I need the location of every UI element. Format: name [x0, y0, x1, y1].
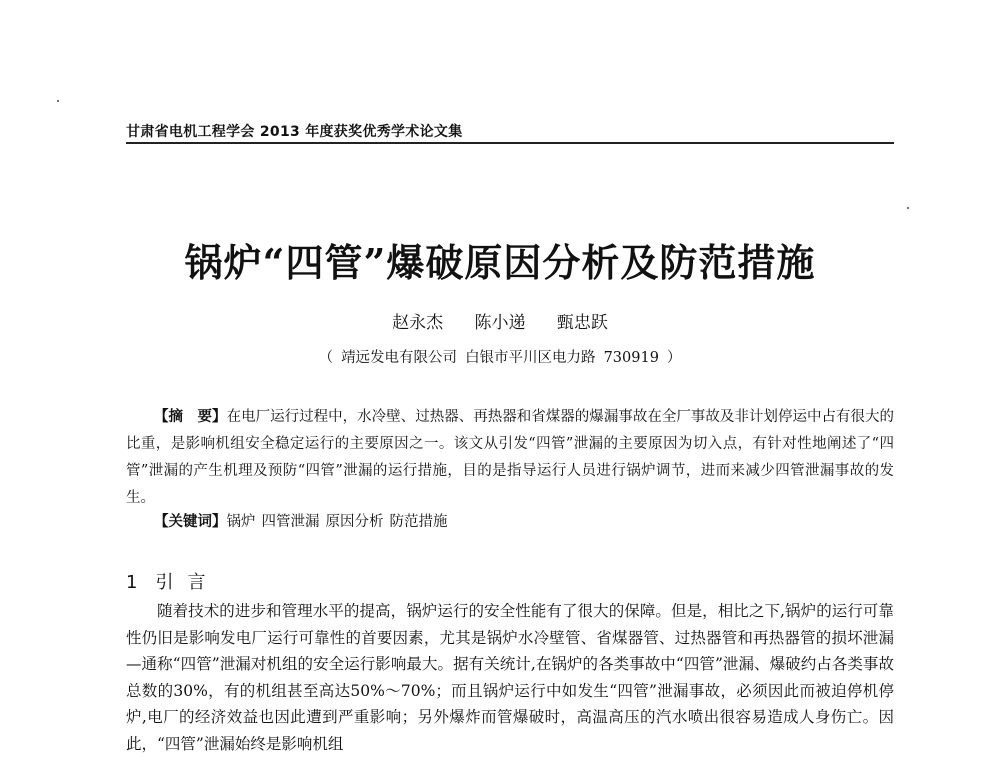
affiliation-address: 白银市平川区电力路 — [465, 350, 596, 366]
running-head: 甘肃省电机工程学会 2013 年度获奖优秀学术论文集 — [126, 124, 463, 140]
author-name: 陈小递 — [474, 313, 526, 333]
affiliation-org: 靖远发电有限公司 — [341, 350, 458, 366]
keyword: 防范措施 — [389, 514, 448, 530]
paper-title: 锅炉“四管”爆破原因分析及防范措施 — [184, 240, 816, 285]
section-title: 引言 — [155, 572, 220, 593]
body-paragraph: 随着技术的进步和管理水平的提高，锅炉运行的安全性能有了很大的保障。但是，相比之下,锅炉的运行可靠性仍旧是影响发电厂运行可靠性的首要因素，尤其是锅炉水冷壁管、省煤器管、过热器管和再热器管的损坏泄漏—通称“四管”泄漏对机组的安全运行影响最大。据有关统计,在锅炉的各类事故中“四管”泄漏、爆破约占各类事故总数的30%，有的机组甚至高达50%～70%；而且锅炉运行中如发生“四管”泄漏事故，必须因此而被迫停机停炉,电厂的经济效益也因此遭到严重影响；另外爆炸而管爆破时，高温高压的汽水喷出很容易造成人身伤亡。因此，“四管”泄漏始终是影响机组 — [126, 602, 894, 753]
keyword: 原因分析 — [325, 514, 384, 530]
keywords-label: 【关键词】 — [154, 514, 227, 530]
scan-speck — [907, 207, 909, 209]
abstract-paragraph — [126, 404, 894, 512]
author-name: 甄忠跃 — [556, 313, 608, 333]
affiliation — [0, 346, 1000, 367]
header-rule — [126, 142, 894, 144]
section-number: 1 — [126, 572, 138, 593]
affiliation-postcode: 730919 — [603, 350, 659, 366]
keyword: 锅炉 — [226, 514, 256, 530]
keyword: 四管泄漏 — [261, 514, 320, 530]
affiliation-open: （ — [318, 350, 334, 366]
author-list — [0, 308, 1000, 333]
section-heading — [126, 568, 219, 594]
abstract-label: 【摘 要】 — [154, 409, 227, 425]
keywords-line — [154, 510, 454, 531]
scan-speck — [57, 100, 59, 102]
author-name: 赵永杰 — [392, 313, 444, 333]
affiliation-close: ） — [666, 350, 682, 366]
abstract-text: 在电厂运行过程中，水冷壁、过热器、再热器和省煤器的爆漏事故在全厂事故及非计划停运中占有很大的比重，是影响机组安全稳定运行的主要原因之一。该文从引发“四管”泄漏的主要原因为切入点，有针对性地阐述了“四管”泄漏的产生机理及预防“四管”泄漏的运行措施，目的是指导运行人员进行锅炉调节，进而来减少四管泄漏事故的发生。 — [126, 409, 895, 506]
